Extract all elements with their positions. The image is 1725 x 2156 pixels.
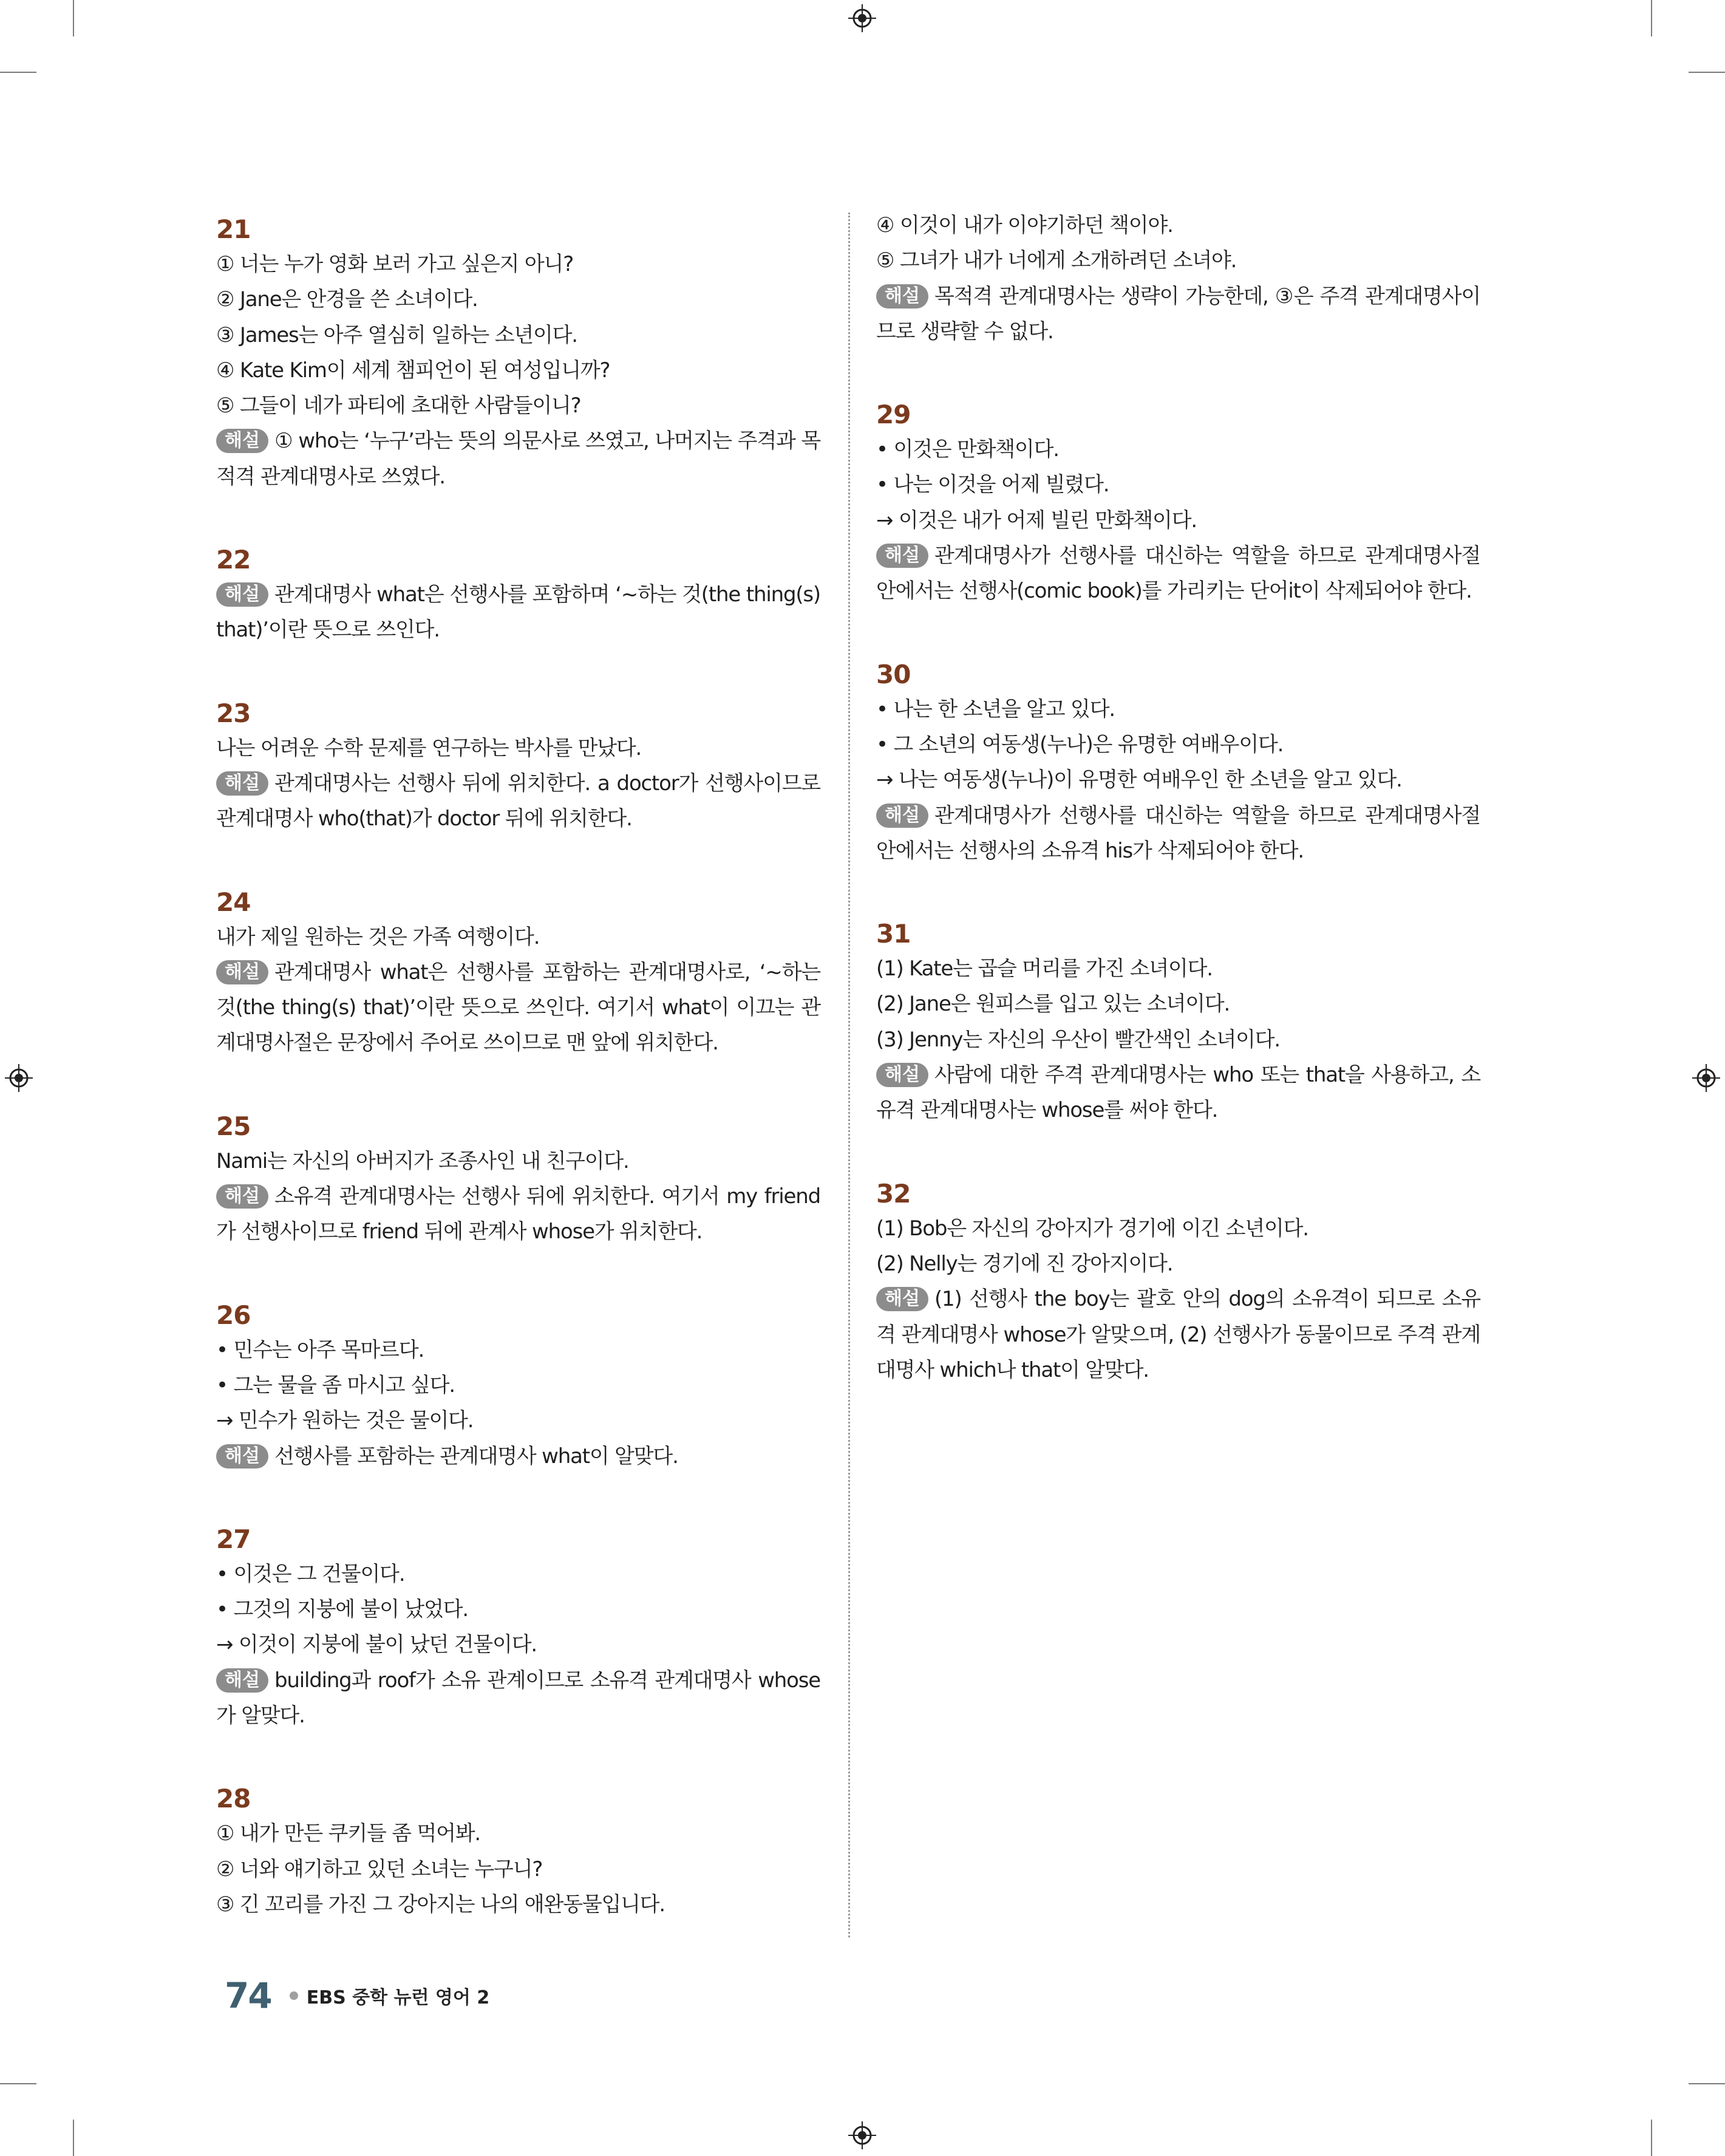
crop-mark — [0, 2083, 36, 2084]
registration-mark-icon — [848, 4, 876, 32]
crop-mark — [1651, 2120, 1652, 2156]
question-number: 31 — [876, 919, 911, 949]
explanation-text: building과 roof가 소유 관계이므로 소유격 관계대명사 whose가 알맞다. — [216, 1668, 820, 1728]
explanation-text: 관계대명사 what은 선행사를 포함하는 관계대명사로, ‘~하는 것(the thing(s) that)’이란 뜻으로 쓰인다. 여기서 what이 이끄는 관계대명사절은 문장에서 주어로 쓰이므로 맨 앞에 위치한다. — [216, 960, 820, 1056]
page-number: 74 — [225, 1975, 271, 2016]
translation-line: → 이것이 지붕에 불이 났던 건물이다. — [216, 1632, 537, 1657]
question-number: 32 — [876, 1178, 911, 1209]
translation-line: 나는 어려운 수학 문제를 연구하는 박사를 만났다. — [216, 735, 642, 760]
right-column — [876, 208, 1480, 1388]
explanation-badge: 해설 — [216, 582, 268, 607]
left-column — [216, 213, 820, 1922]
translation-line: ① 너는 누가 영화 보러 가고 싶은지 아니? — [216, 252, 574, 276]
explanation — [876, 1057, 1480, 1128]
translation-line: ② 너와 얘기하고 있던 소녀는 누구니? — [216, 1857, 543, 1881]
translation-line: → 나는 여동생(누나)이 유명한 여배우인 한 소년을 알고 있다. — [876, 768, 1402, 793]
explanation-badge: 해설 — [216, 1184, 268, 1209]
explanation-text: (1) 선행사 the boy는 괄호 안의 dog의 소유격이 되므로 소유격 관계대명사 whose가 알맞으며, (2) 선행사가 동물이므로 주격 관계대명사 which나 that이 알맞다. — [876, 1287, 1480, 1382]
explanation-badge: 해설 — [876, 1287, 928, 1311]
translation-line: • 나는 한 소년을 알고 있다. — [876, 697, 1115, 722]
explanation-text: ① who는 ‘누구’라는 뜻의 의문사로 쓰였고, 나머지는 주격과 목적격 관계대명사로 쓰였다. — [216, 429, 820, 489]
answer-item — [216, 1782, 820, 1922]
crop-mark — [1689, 72, 1725, 73]
page-footer — [225, 1975, 489, 2016]
translation-line: Nami는 자신의 아버지가 조종사인 내 친구이다. — [216, 1148, 629, 1173]
question-number: 23 — [216, 698, 251, 728]
answer-item — [216, 885, 820, 1061]
bullet-dot-icon — [290, 1991, 298, 2000]
crop-mark — [73, 2120, 74, 2156]
translation-line: (1) Bob은 자신의 강아지가 경기에 이긴 소년이다. — [876, 1216, 1308, 1241]
explanation-text: 선행사를 포함하는 관계대명사 what이 알맞다. — [274, 1444, 678, 1469]
translation-line: ② Jane은 안경을 쓴 소녀이다. — [216, 287, 478, 312]
answer-item — [876, 1177, 1480, 1388]
translation-line: • 이것은 그 건물이다. — [216, 1561, 405, 1586]
answer-item — [876, 398, 1480, 609]
explanation-badge: 해설 — [876, 1063, 928, 1087]
book-title: EBS 중학 뉴런 영어 2 — [306, 1987, 490, 2008]
question-number: 21 — [216, 214, 251, 244]
explanation — [216, 1179, 820, 1250]
explanation-text: 목적격 관계대명사는 생략이 가능한데, ③은 주격 관계대명사이므로 생략할 수 없다. — [876, 284, 1480, 344]
explanation-badge: 해설 — [216, 1444, 268, 1469]
translation-line: 내가 제일 원하는 것은 가족 여행이다. — [216, 924, 540, 949]
answer-item — [216, 697, 820, 837]
explanation — [216, 423, 820, 494]
registration-mark-icon — [848, 2121, 876, 2149]
registration-mark-icon — [5, 1064, 33, 1092]
translation-line: • 그는 물을 좀 마시고 싶다. — [216, 1373, 455, 1397]
explanation — [216, 766, 820, 837]
question-number: 29 — [876, 400, 911, 430]
question-number: 22 — [216, 545, 251, 575]
explanation — [216, 577, 820, 648]
registration-mark-icon — [1692, 1064, 1720, 1092]
crop-mark — [1689, 2083, 1725, 2084]
translation-line: (1) Kate는 곱슬 머리를 가진 소녀이다. — [876, 957, 1213, 981]
translation-line: (3) Jenny는 자신의 우산이 빨간색인 소녀이다. — [876, 1027, 1281, 1052]
translation-line: • 그 소년의 여동생(누나)은 유명한 여배우이다. — [876, 732, 1284, 757]
translation-line: → 민수가 원하는 것은 물이다. — [216, 1408, 474, 1433]
explanation-text: 사람에 대한 주격 관계대명사는 who 또는 that을 사용하고, 소유격 관계대명사는 whose를 써야 한다. — [876, 1063, 1480, 1123]
explanation-text: 소유격 관계대명사는 선행사 뒤에 위치한다. 여기서 my friend가 선행사이므로 friend 뒤에 관계사 whose가 위치한다. — [216, 1184, 820, 1244]
explanation — [876, 279, 1480, 350]
explanation-badge: 해설 — [876, 803, 928, 828]
translation-line: ④ Kate Kim이 세계 챔피언이 된 여성입니까? — [216, 358, 610, 383]
translation-line: • 나는 이것을 어제 빌렸다. — [876, 472, 1109, 497]
explanation-badge: 해설 — [216, 771, 268, 796]
translation-line: ④ 이것이 내가 이야기하던 책이야. — [876, 213, 1173, 237]
crop-mark — [73, 0, 74, 36]
explanation — [216, 1663, 820, 1734]
column-divider — [848, 213, 850, 1937]
explanation-text: 관계대명사 what은 선행사를 포함하며 ‘~하는 것(the thing(s) that)’이란 뜻으로 쓰인다. — [216, 582, 820, 643]
translation-line: ⑤ 그녀가 내가 너에게 소개하려던 소녀야. — [876, 248, 1237, 273]
explanation-badge: 해설 — [876, 544, 928, 568]
explanation-badge: 해설 — [216, 429, 268, 453]
question-number: 24 — [216, 887, 251, 917]
translation-line: ① 내가 만든 쿠키들 좀 먹어봐. — [216, 1821, 481, 1846]
question-number: 27 — [216, 1524, 251, 1554]
answer-item — [216, 1298, 820, 1474]
question-number: 28 — [216, 1784, 251, 1814]
explanation — [216, 1439, 820, 1474]
explanation-badge: 해설 — [216, 1668, 268, 1693]
translation-line: ③ 긴 꼬리를 가진 그 강아지는 나의 애완동물입니다. — [216, 1892, 665, 1917]
translation-line: • 그것의 지붕에 불이 났었다. — [216, 1597, 468, 1622]
translation-line: • 민수는 아주 목마르다. — [216, 1337, 424, 1362]
answer-item — [876, 917, 1480, 1128]
translation-line: ③ James는 아주 열심히 일하는 소년이다. — [216, 322, 577, 347]
question-number: 26 — [216, 1300, 251, 1330]
translation-line: → 이것은 내가 어제 빌린 만화책이다. — [876, 508, 1197, 533]
answer-item — [876, 658, 1480, 868]
explanation — [876, 538, 1480, 609]
answer-item — [876, 208, 1480, 349]
translation-line: • 이것은 만화책이다. — [876, 437, 1059, 462]
answer-item — [216, 1523, 820, 1733]
translation-line: (2) Jane은 원피스를 입고 있는 소녀이다. — [876, 992, 1230, 1017]
explanation-text: 관계대명사가 선행사를 대신하는 역할을 하므로 관계대명사절 안에서는 선행사의 소유격 his가 삭제되어야 한다. — [876, 803, 1480, 863]
translation-line: ⑤ 그들이 네가 파티에 초대한 사람들이니? — [216, 394, 581, 418]
explanation-badge: 해설 — [216, 960, 268, 984]
crop-mark — [0, 72, 36, 73]
answer-item — [216, 1110, 820, 1250]
answer-item — [216, 213, 820, 494]
explanation — [876, 798, 1480, 869]
question-number: 25 — [216, 1111, 251, 1141]
translation-line: (2) Nelly는 경기에 진 강아지이다. — [876, 1251, 1173, 1276]
answer-item — [216, 543, 820, 648]
explanation — [876, 1281, 1480, 1388]
explanation — [216, 955, 820, 1061]
crop-mark — [1651, 0, 1652, 36]
explanation-text: 관계대명사는 선행사 뒤에 위치한다. a doctor가 선행사이므로 관계대명사 who(that)가 doctor 뒤에 위치한다. — [216, 771, 820, 831]
question-number: 30 — [876, 659, 911, 689]
explanation-badge: 해설 — [876, 284, 928, 309]
explanation-text: 관계대명사가 선행사를 대신하는 역할을 하므로 관계대명사절 안에서는 선행사(comic book)를 가리키는 단어it이 삭제되어야 한다. — [876, 544, 1480, 604]
